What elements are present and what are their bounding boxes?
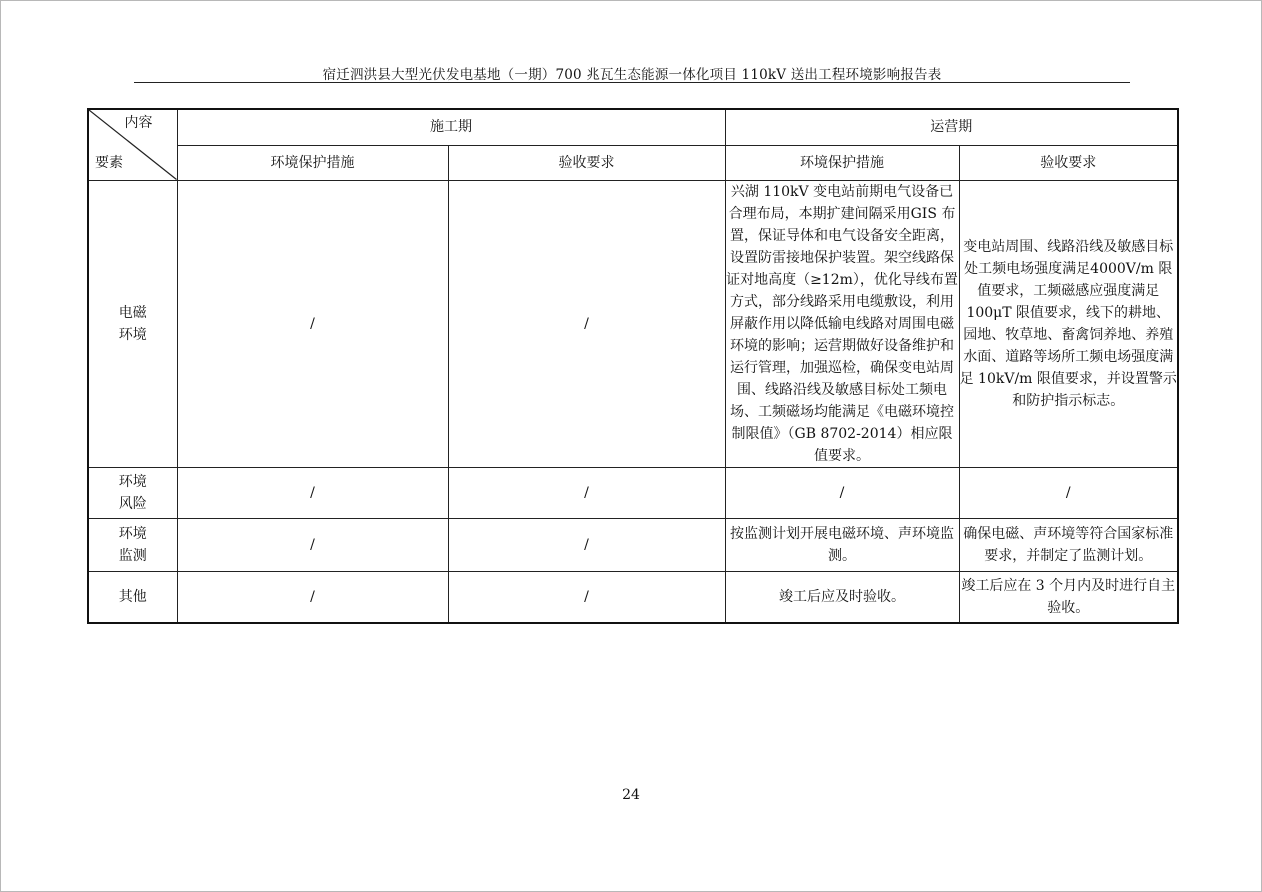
cell-construction-acceptance: /	[448, 571, 725, 623]
cell-construction-acceptance: /	[448, 518, 725, 571]
cell-construction-acceptance: /	[448, 180, 725, 467]
cell-operation-acceptance: 确保电磁、声环境等符合国家标准要求，并制定了监测计划。	[959, 518, 1178, 571]
document-header: 宿迁泗洪县大型光伏发电基地（一期）700 兆瓦生态能源一体化项目 110kV 送出工程环境影响报告表	[322, 67, 942, 83]
table-row	[88, 518, 1178, 571]
page-number: 24	[622, 787, 640, 803]
acceptance-table	[87, 108, 1179, 624]
row-element-label: 环境 风险	[88, 467, 177, 518]
cell-construction-measures: /	[177, 467, 448, 518]
row-element-label: 其他	[88, 571, 177, 623]
cell-construction-measures: /	[177, 180, 448, 467]
header-rule	[134, 82, 1130, 83]
cell-operation-measures: 竣工后应及时验收。	[725, 571, 959, 623]
row-element-label: 环境 监测	[88, 518, 177, 571]
cell-operation-acceptance: 竣工后应在 3 个月内及时进行自主验收。	[959, 571, 1178, 623]
table-row	[88, 180, 1178, 467]
col-header-construction-acceptance: 验收要求	[448, 145, 725, 180]
corner-header-cell	[88, 109, 177, 180]
corner-label-content: 内容	[124, 115, 153, 131]
table-row	[88, 571, 1178, 623]
table-row	[88, 467, 1178, 518]
col-header-operation-acceptance: 验收要求	[959, 145, 1178, 180]
cell-operation-acceptance: /	[959, 467, 1178, 518]
cell-construction-measures: /	[177, 518, 448, 571]
cell-operation-measures: 按监测计划开展电磁环境、声环境监测。	[725, 518, 959, 571]
phase-construction-header: 施工期	[177, 109, 725, 145]
cell-construction-acceptance: /	[448, 467, 725, 518]
row-element-label: 电磁 环境	[88, 180, 177, 467]
phase-operation-header: 运营期	[725, 109, 1178, 145]
cell-construction-measures: /	[177, 571, 448, 623]
cell-operation-acceptance: 变电站周围、线路沿线及敏感目标处工频电场强度满足4000V/m 限值要求，工频磁感应强度满足 100μT 限值要求，线下的耕地、园地、牧草地、畜禽饲养地、养殖水面、道路等场所工频电场强度满足 10kV/m 限值要求，并设置警示和防护指示标志。	[959, 180, 1178, 467]
col-header-construction-measures: 环境保护措施	[177, 145, 448, 180]
col-header-operation-measures: 环境保护措施	[725, 145, 959, 180]
cell-operation-measures: 兴湖 110kV 变电站前期电气设备已合理布局，本期扩建间隔采用GIS 布置，保证导体和电气设备安全距离，设置防雷接地保护装置。架空线路保证对地高度（≥12m），优化导线布置方式，部分线路采用电缆敷设，利用屏蔽作用以降低输电线路对周围电磁环境的影响；运营期做好设备维护和运行管理，加强巡检，确保变电站周围、线路沿线及敏感目标处工频电场、工频磁场均能满足《电磁环境控制限值》（GB 8702-2014）相应限值要求。	[725, 180, 959, 467]
corner-label-element: 要素	[95, 154, 123, 171]
cell-operation-measures: /	[725, 467, 959, 518]
